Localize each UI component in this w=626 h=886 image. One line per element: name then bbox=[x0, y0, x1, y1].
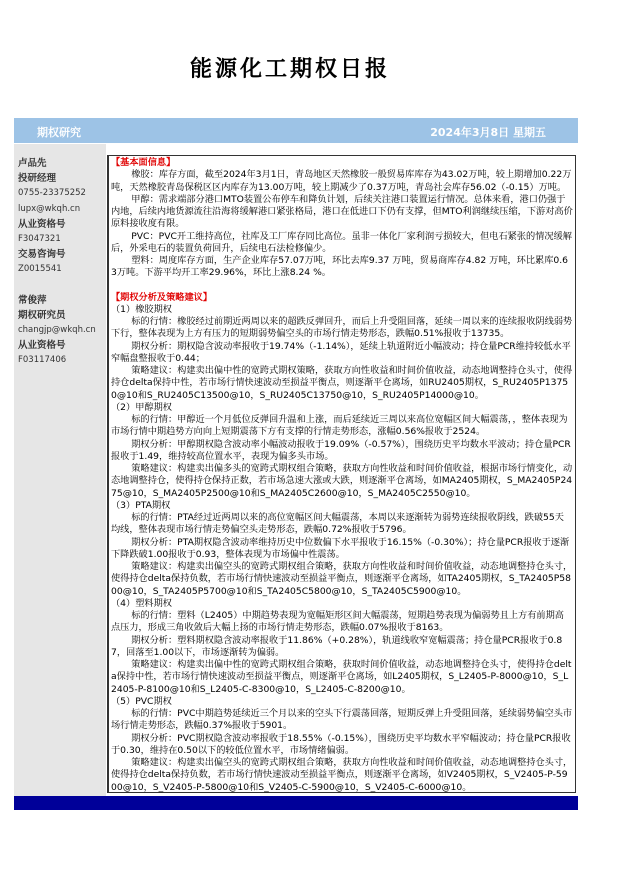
analysis-paragraph: 策略建议：构建卖出偏多头的宽跨式期权组合策略，获取方向性收益和时间价值收益，根据市场行情变化，动态地调整持仓，使得持仓保持正数，若市场急速大涨或大跌，则逐渐平仓离场，如MA2405期权，S_MA2405P2475@10，S_MA2405P2500@10和S_MA2405C2600@10，S_MA2405C2550@10。 bbox=[111, 463, 573, 499]
analysis-paragraph: 期权分析：PTA期权隐含波动率维持历史中位数偏下水平报收于16.15%（-0.30%）；持仓量PCR报收于逐渐下降跌破1.00报收于0.93，整体表现为市场偏中性震荡。 bbox=[111, 536, 570, 560]
analysis-paragraph: 标的行情：甲醇近一个月低位反弹回升温和上涨，而后延续近三周以来高位宽幅区间大幅震荡，，整体表现为市场行情中期趋势方向向上短期震荡下方有支撑的行情走势形态，涨幅0.56%报收于2524。 bbox=[111, 414, 568, 438]
fundamentals-paragraph: 橡胶：库存方面，截至2024年3月1日，青岛地区天然橡胶一般贸易库库存为43.02万吨，较上期增加0.22万吨，天然橡胶青岛保税区区内库存为13.00万吨，较上期减少了0.37万吨，青岛社会库存56.02（-0.15）万吨。 bbox=[111, 169, 572, 193]
author-name: 常俊萍 bbox=[18, 294, 47, 306]
author-name: 卢品先 bbox=[18, 158, 47, 169]
fundamentals-paragraph: 塑料：周度库存方面，生产企业库存57.07万吨，环比去库9.37 万吨，贸易商库存4.82 万吨，环比累库0.63万吨。下游平均开工率29.96%，环比上涨8.24 %。 bbox=[111, 255, 569, 279]
fundamentals-paragraph: PVC：PVC开工维持高位，社库及工厂库存同比高位。虽非一体化厂家利润亏损较大，但电石紧张的情况缓解后，外采电石的装置负荷回升，后续电石法检修偏少。 bbox=[111, 230, 572, 254]
consult-number: Z0015541 bbox=[18, 264, 62, 275]
header-category: 期权研究 bbox=[37, 126, 81, 139]
report-title: 能源化工期权日报 bbox=[189, 56, 390, 82]
report-content bbox=[107, 155, 576, 793]
fundamentals-heading: 【基本面信息】 bbox=[111, 157, 176, 168]
analysis-paragraph: 期权分析：塑料期权隐含波动率报收于11.86%（+0.28%），轨道线收窄宽幅震荡；持仓量PCR报收于0.87，回落至1.00以下，市场逐渐转为偏弱。 bbox=[111, 634, 563, 658]
section-title-pvc: （5）PVC期权 bbox=[111, 695, 172, 707]
author-role: 投研经理 bbox=[18, 173, 57, 185]
analysis-paragraph: 期权分析：甲醇期权隐含波动率小幅波动报收于19.09%（-0.57%），围绕历史平均数水平波动；持仓量PCR报收于1.49，维持较高位置水平，表现为偏多头市场。 bbox=[111, 438, 571, 462]
analysis-paragraph: 标的行情：PVC中期趋势延续近三个月以来的空头下行震荡回落，短期反弹上升受阻回落，延续弱势偏空头市场行情走势形态，跌幅0.37%报收于5901。 bbox=[111, 708, 573, 732]
license-label: 从业资格号 bbox=[18, 340, 66, 352]
section-title-rubber: （1）橡胶期权 bbox=[111, 303, 172, 315]
header-date: 2024年3月8日 星期五 bbox=[430, 126, 546, 139]
analysis-heading: 【期权分析及策略建议】 bbox=[111, 291, 213, 303]
analysis-paragraph: 期权分析：期权隐含波动率报收于19.74%（-1.14%），延续上轨道附近小幅波动；持仓量PCR维持较低水平窄幅盘整报收于0.44； bbox=[111, 340, 571, 364]
consult-label: 交易咨询号 bbox=[18, 249, 66, 261]
analysis-paragraph: 标的行情：PTA经过近两周以来的高位宽幅区间大幅震荡，本周以来逐渐转为弱势连续报收阴线，跌破55天均线，整体表现市场行情走势偏空头走势形态，跌幅0.72%报收于5796。 bbox=[111, 512, 564, 536]
author-role: 期权研究员 bbox=[18, 309, 66, 321]
author-sidebar bbox=[14, 144, 106, 796]
analysis-paragraph: 策略建议：构建卖出偏空头的宽跨式期权组合策略，获取方向性收益和时间价值收益，动态地调整持仓头寸，使得持仓delta保持负数，若市场行情快速波动至损益平衡点，则逐渐平仓离场，如V2405期权，S_V2405-P-5900@10，S_V2405-P-5800@10和S_V2405-C-5900@10，S_V2405-C-6000@10。 bbox=[111, 757, 573, 793]
license-label: 从业资格号 bbox=[18, 218, 66, 230]
license-number: F3047321 bbox=[18, 234, 61, 245]
analysis-paragraph: 策略建议：构建卖出偏中性的宽跨式期权策略，获取方向性收益和时间价值收益，动态地调整持仓头寸，使得持仓delta保持中性，若市场行情快速波动至损益平衡点，则逐渐平仓离场，如RU2405期权，S_RU2405P13750@10和S_RU2405C13500@10，S_RU2405C13750@10，S_RU2405P14000@10。 bbox=[111, 365, 573, 401]
analysis-paragraph: 标的行情：塑料（L2405）中期趋势表现为宽幅矩形区间大幅震荡，短期趋势表现为偏弱势且上方有前期高点压力，形成三角收敛后大幅上扬的市场行情走势形态，跌幅0.07%报收于8163。 bbox=[111, 610, 564, 634]
fundamentals-paragraph: 甲醇：需求端部分港口MTO装置公布停车和降负计划，后续关注港口装置运行情况。总体来看，港口仍强于内地，后续内地货源流往沿海将缓解港口紧张格局，港口在低进口下仍有支撑，但MTO利润继续压缩，下游对高价原料接收度有限。 bbox=[111, 193, 573, 230]
analysis-paragraph: 期权分析：PVC期权隐含波动率报收于18.55%（-0.15%），围绕历史平均数水平窄幅波动；持仓量PCR报收于0.30，维持在0.50以下的较低位置水平，市场情绪偏弱。 bbox=[111, 732, 571, 756]
footer-bar bbox=[14, 796, 578, 810]
analysis-paragraph: 标的行情：橡胶经过前期近两周以来的超跌反弹回升，而后上升受阻回落，延续一周以来的连续报收阴线弱势下行，整体表现为上方有压力的短期弱势偏空头的市场行情走势形态，跌幅0.51%报收于13735。 bbox=[111, 316, 573, 340]
license-number: F03117406 bbox=[18, 355, 67, 366]
header-bar bbox=[14, 118, 578, 143]
author-phone: 0755-23375252 bbox=[18, 188, 86, 199]
section-title-methanol: （2）甲醇期权 bbox=[111, 401, 172, 413]
section-title-plastic: （4）塑料期权 bbox=[111, 597, 172, 609]
author-email[interactable]: changjp@wkqh.cn bbox=[18, 325, 96, 336]
analysis-paragraph: 策略建议：构建卖出偏中性的宽跨式期权组合策略，获取时间价值收益，动态地调整持仓头寸，使得持仓delta保持中性，若市场行情快速波动至损益平衡点，则逐渐平仓离场，如L2405期权，S_L2405-P-8000@10，S_L2405-P-8100@10和S_L2405-C-8300@10，S_L2405-C-8200@10。 bbox=[111, 659, 572, 695]
analysis-paragraph: 策略建议：构建卖出偏空头的宽跨式期权组合策略，获取方向性收益和时间价值收益，动态地调整持仓头寸，使得持仓delta保持负数，若市场行情快速波动至损益平衡点，则逐渐平仓离场，如TA2405期权，S_TA2405P5800@10，S_TA2405P5700@10和S_TA2405C5800@10，S_TA2405C5900@10。 bbox=[111, 561, 573, 597]
author-email[interactable]: lupx@wkqh.cn bbox=[18, 203, 81, 214]
section-title-pta: （3）PTA期权 bbox=[111, 499, 171, 511]
